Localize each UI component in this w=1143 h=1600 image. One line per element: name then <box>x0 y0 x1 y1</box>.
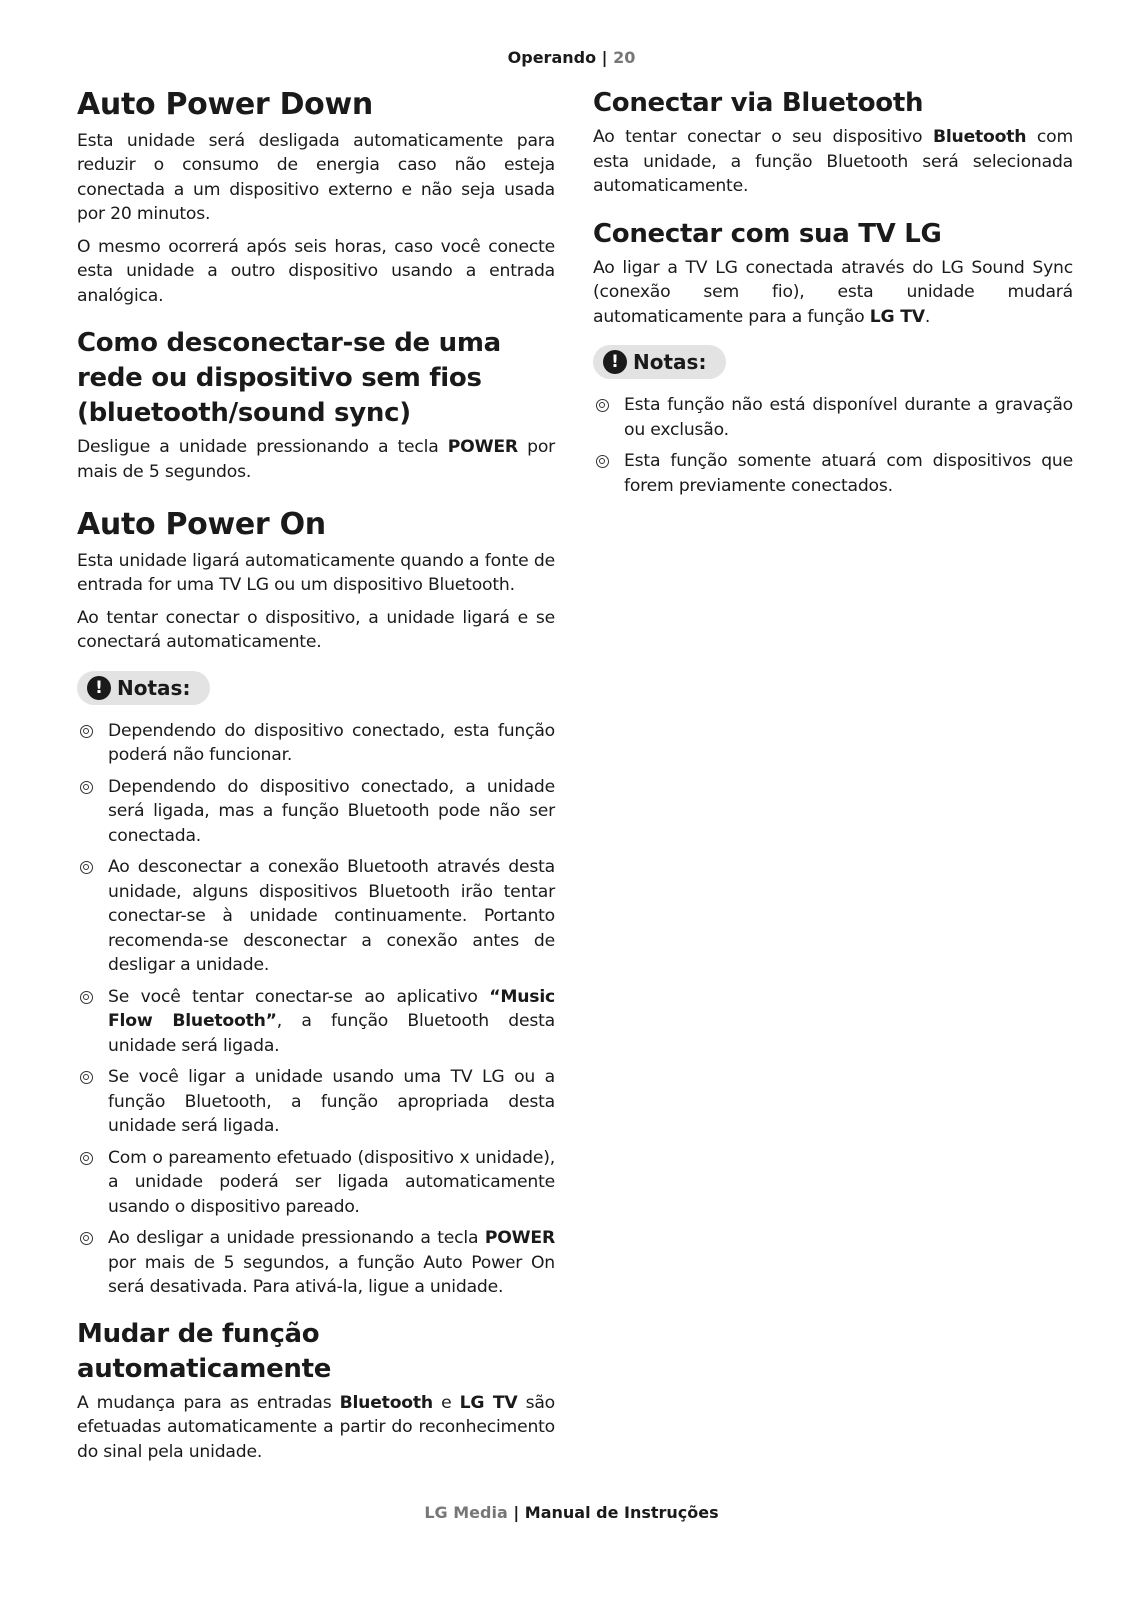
double-circle-bullet-icon <box>80 725 93 738</box>
exclamation-circle-icon: ! <box>603 350 627 374</box>
double-circle-bullet-icon <box>80 861 93 874</box>
page-header <box>0 48 1143 67</box>
notes-list <box>77 719 555 1300</box>
exclamation-circle-icon: ! <box>87 676 111 700</box>
note-item: Se você ligar a unidade usando uma TV LG ou a função Bluetooth, a função apropriada desta unidade será ligada. <box>77 1065 555 1139</box>
note-item: Com o pareamento efetuado (dispositivo x unidade), a unidade poderá ser ligada automaticamente usando o dispositivo pareado. <box>77 1146 555 1220</box>
note-item: Dependendo do dispositivo conectado, esta função poderá não funcionar. <box>77 719 555 768</box>
auto-power-down-title: Auto Power Down <box>77 87 373 122</box>
notes-list <box>593 393 1073 498</box>
page-footer <box>0 1503 1143 1522</box>
footer-title: Manual de Instruções <box>524 1503 719 1522</box>
note-item: Esta função somente atuará com dispositivos que forem previamente conectados. <box>593 449 1073 498</box>
auto-power-down-paragraph-1: Esta unidade será desligada automaticamente para reduzir o consumo de energia caso não esteja conectada a um dispositivo externo e não seja usada por 20 minutos. <box>77 130 555 224</box>
auto-switch-title: Mudar de função automaticamente <box>77 1318 332 1384</box>
double-circle-bullet-icon <box>80 1071 93 1084</box>
footer-separator: | <box>513 1503 520 1522</box>
double-circle-bullet-icon <box>80 991 93 1004</box>
bluetooth-paragraph: Ao tentar conectar o seu dispositivo Bluetooth com esta unidade, a função Bluetooth será selecionada automaticamente. <box>593 127 1073 197</box>
notes-badge <box>77 671 210 705</box>
auto-switch-paragraph: A mudança para as entradas Bluetooth e LG TV são efetuadas automaticamente a partir do reconhecimento do sinal pela unidade. <box>77 1392 555 1462</box>
footer-brand: LG Media <box>424 1503 508 1522</box>
auto-power-down-paragraph-2: O mesmo ocorrerá após seis horas, caso você conecte esta unidade a outro dispositivo usando a entrada analógica. <box>77 236 555 306</box>
header-section: Operando <box>507 48 597 67</box>
disconnect-title: Como desconectar-se de uma rede ou dispositivo sem fios (bluetooth/sound sync) <box>77 328 501 429</box>
note-item: Ao desligar a unidade pressionando a tecla POWER por mais de 5 segundos, a função Auto Power On será desativada. Para ativá-la, ligue a unidade. <box>77 1226 555 1300</box>
tv-title: Conectar com sua TV LG <box>593 218 942 249</box>
note-item: Dependendo do dispositivo conectado, a unidade será ligada, mas a função Bluetooth pode não ser conectada. <box>77 775 555 849</box>
header-separator: | <box>601 48 608 67</box>
disconnect-paragraph: Desligue a unidade pressionando a tecla POWER por mais de 5 segundos. <box>77 437 556 482</box>
auto-power-on-paragraph-2: Ao tentar conectar o dispositivo, a unidade ligará e se conectará automaticamente. <box>77 607 555 653</box>
tv-paragraph: Ao ligar a TV LG conectada através do LG Sound Sync (conexão sem fio), esta unidade mudará automaticamente para a função LG TV. <box>593 257 1073 327</box>
note-item: Se você tentar conectar-se ao aplicativo “Music Flow Bluetooth”, a função Bluetooth desta unidade será ligada. <box>77 985 555 1059</box>
double-circle-bullet-icon <box>80 781 93 794</box>
auto-power-on-title: Auto Power On <box>77 507 326 543</box>
page-number: 20 <box>613 48 636 67</box>
notes-label: Notas: <box>117 675 191 700</box>
bluetooth-title: Conectar via Bluetooth <box>593 88 924 118</box>
double-circle-bullet-icon <box>596 455 609 468</box>
right-column <box>593 86 1073 505</box>
double-circle-bullet-icon <box>596 399 609 412</box>
note-item: Ao desconectar a conexão Bluetooth através desta unidade, alguns dispositivos Bluetooth irão tentar conectar-se à unidade continuamente. Portanto recomenda-se desconectar a conexão antes de desligar a unidade. <box>77 855 555 978</box>
left-column <box>77 86 555 1472</box>
note-item: Esta função não está disponível durante a gravação ou exclusão. <box>593 393 1073 442</box>
auto-power-on-paragraph-1: Esta unidade ligará automaticamente quando a fonte de entrada for uma TV LG ou um dispositivo Bluetooth. <box>77 550 555 596</box>
notes-label: Notas: <box>633 350 707 375</box>
double-circle-bullet-icon <box>80 1152 93 1165</box>
double-circle-bullet-icon <box>80 1232 93 1245</box>
notes-badge <box>593 345 726 379</box>
